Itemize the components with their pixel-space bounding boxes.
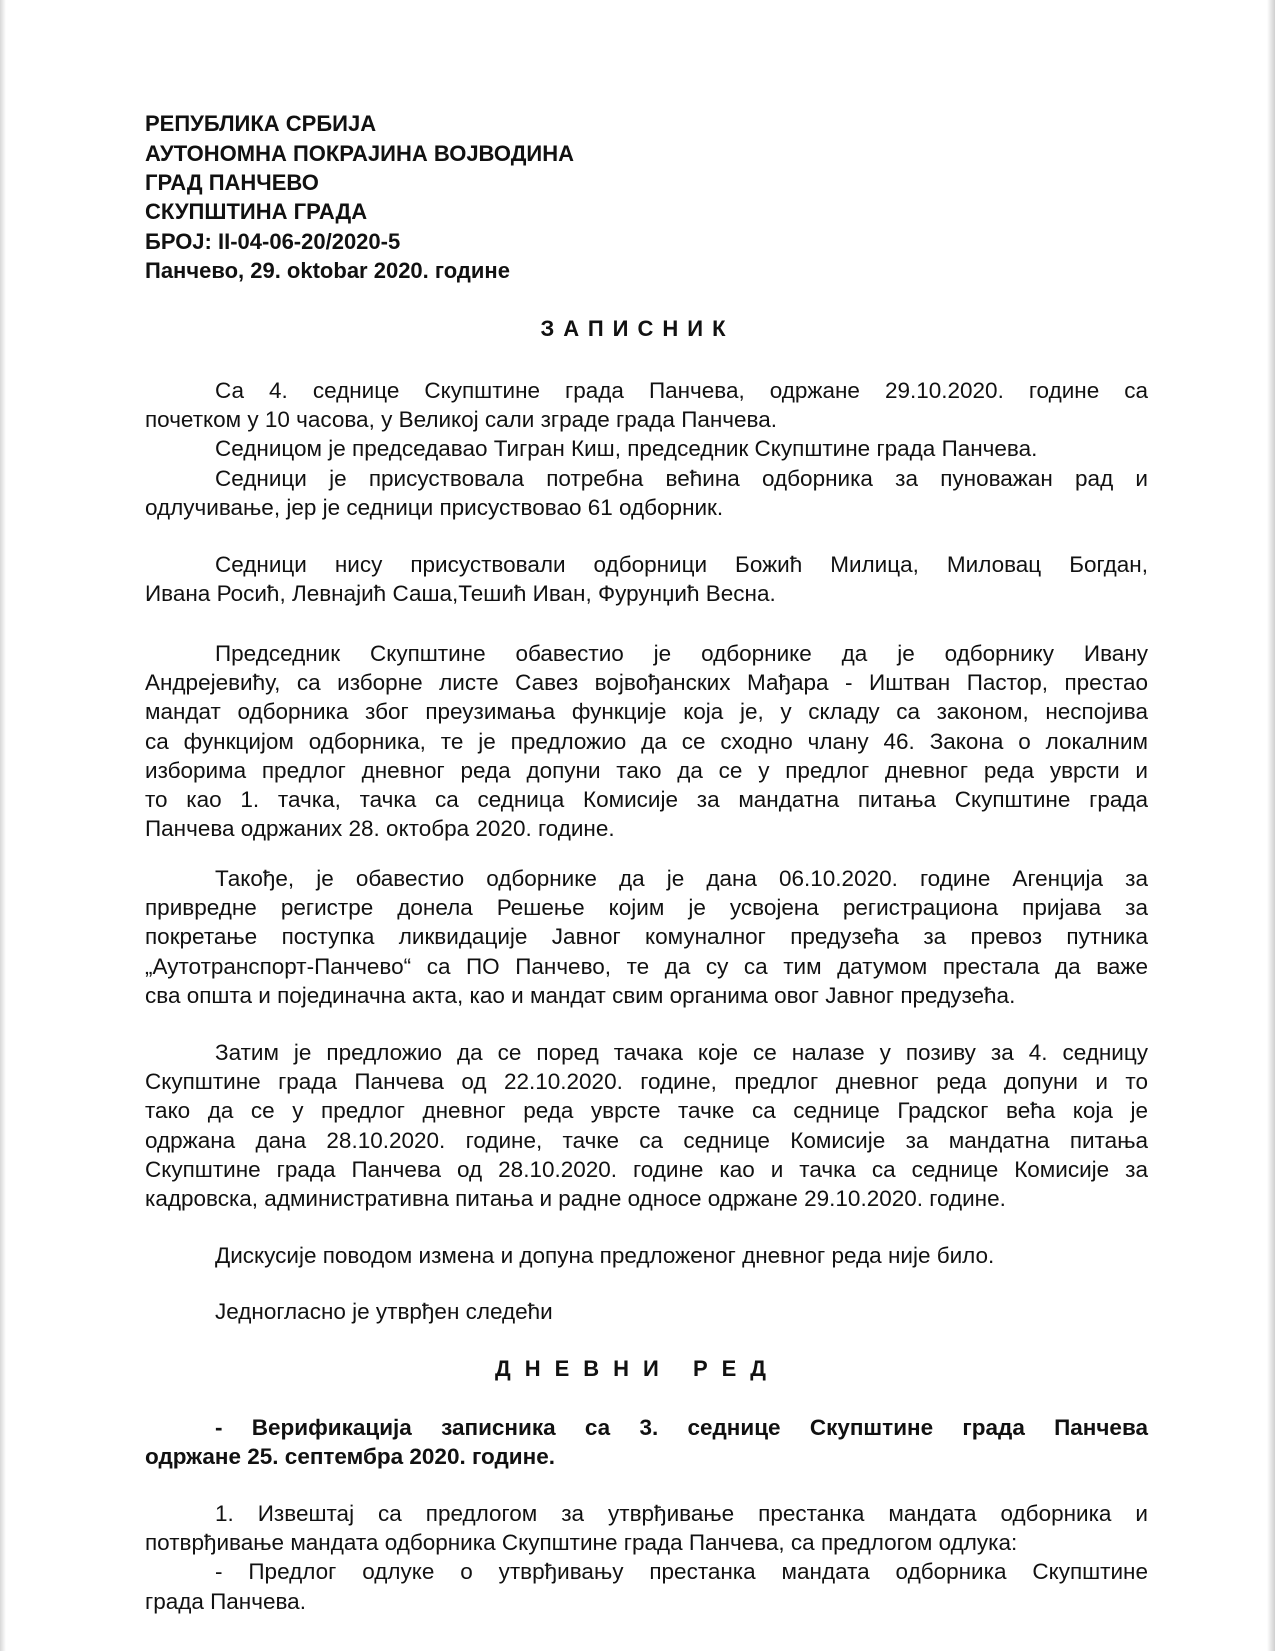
text-line: почетком у 10 часова, у Великој сали зграде града Панчева.	[145, 407, 777, 433]
header-date: Панчево, 29. oktobar 2020. године	[145, 258, 510, 283]
agenda-item-1	[145, 1499, 1148, 1616]
paragraph-mandate	[145, 639, 1148, 843]
text-line: тако да се у предлог дневног реда уврсте тачке са седнице Градског већа која је	[145, 1098, 1148, 1124]
scan-edge	[1267, 0, 1275, 1651]
text-line: Председник Скупштине обавестио је одборнике да је одборнику Ивану	[215, 641, 1148, 666]
paragraph-liquidation	[145, 864, 1148, 1010]
text-line: то као 1. тачка, тачка са седница Комисије за мандатна питања Скупштине града	[145, 787, 1148, 813]
text-line: Дискусије поводом измена и допуна предложеног дневног реда није било.	[215, 1243, 995, 1268]
text-line: Скупштине града Панчева од 28.10.2020. године као и тачка са седнице Комисије за	[145, 1156, 1148, 1182]
paragraph-session	[145, 376, 1148, 522]
text-line: - Предлог одлуке о утврђивању престанка мандата одборника Скупштине	[215, 1559, 1148, 1585]
header-republic: РЕПУБЛИКА СРБИЈА	[145, 111, 377, 136]
text-line: Седницом је председавао Тигран Киш, председник Скупштине града Панчева.	[215, 436, 1038, 462]
text-line: града Панчева.	[145, 1588, 306, 1614]
document-title: ЗАПИСНИК	[540, 316, 735, 341]
text-line: „Аутотранспорт-Панчево“ са ПО Панчево, те да су са тим датумом престала да важе	[145, 953, 1148, 979]
text-line: привредне регистре донела Решење којим је усвојена регистрациона пријава за	[145, 895, 1148, 921]
text-line: са функцијом одборника, те је предложио да се сходно члану 46. Закона о локалним	[145, 728, 1148, 754]
agenda-title: ДНЕВНИ РЕД	[495, 1356, 780, 1381]
text-line: мандат одборника због преузимања функције која је, у складу са законом, неспојива	[145, 699, 1148, 725]
text-line: Са 4. седнице Скупштине града Панчева, одржане 29.10.2020. године са	[215, 378, 1148, 403]
text-line: - Верификација записника са 3. седнице Скупштине града Панчева	[215, 1415, 1148, 1440]
paragraph-adopted	[145, 1297, 1148, 1326]
scan-edge	[0, 0, 6, 1651]
text-line: Седници је присуствовала потребна већина одборника за пуноважан рад и	[215, 465, 1148, 491]
text-line: Андрејевићу, са изборне листе Савез војвођанских Мађара - Иштван Пастор, престао	[145, 670, 1148, 696]
text-line: потврђивање мандата одборника Скупштине града Панчева, са предлогом одлука:	[145, 1530, 1018, 1556]
text-line: Затим је предложио да се поред тачака које се налазе у позиву за 4. седницу	[215, 1040, 1148, 1065]
text-line: Ивана Росић, Левнајић Саша,Тешић Иван, Фурунџић Весна.	[145, 581, 776, 607]
header-number: БРОЈ: II-04-06-20/2020-5	[145, 229, 401, 254]
text-line: изборима предлог дневног реда допуни тако да се у предлог дневног реда уврсти и	[145, 757, 1148, 783]
text-line: Једногласно је утврђен следећи	[215, 1299, 553, 1324]
paragraph-discussion	[145, 1241, 1148, 1270]
text-line: покретање поступка ликвидације Јавног комуналног предузећа за превоз путника	[145, 924, 1148, 950]
header-province: АУТОНОМНА ПОКРАЈИНА ВОЈВОДИНА	[145, 141, 574, 166]
text-line: Седници нису присуствовали одборници Божић Милица, Миловац Богдан,	[215, 552, 1148, 577]
text-line: одржане 25. септембра 2020. године.	[145, 1444, 555, 1470]
text-line: одржана дана 28.10.2020. године, тачке са седнице Комисије за мандатна питања	[145, 1127, 1148, 1153]
text-line: 1. Извештај са предлогом за утврђивање престанка мандата одборника и	[215, 1501, 1148, 1526]
header-assembly: СКУПШТИНА ГРАДА	[145, 199, 368, 224]
paragraph-absent	[145, 550, 1148, 608]
paragraph-agenda-proposal	[145, 1038, 1148, 1213]
text-line: сва општа и појединачна акта, као и мандат свим органима овог Јавног предузећа.	[145, 982, 1016, 1008]
text-line: Такође, је обавестио одборнике да је дана 06.10.2020. године Агенција за	[215, 866, 1148, 891]
text-line: кадровска, административна питања и радне односе одржане 29.10.2020. године.	[145, 1186, 1006, 1212]
text-line: Скупштине града Панчева од 22.10.2020. године, предлог дневног реда допуни и то	[145, 1069, 1148, 1095]
header-city: ГРАД ПАНЧЕВО	[145, 170, 319, 195]
agenda-verification	[145, 1413, 1148, 1471]
text-line: одлучивање, јер је седници присуствовао 61 одборник.	[145, 494, 724, 520]
text-line: Панчева одржаних 28. октобра 2020. године.	[145, 816, 615, 842]
